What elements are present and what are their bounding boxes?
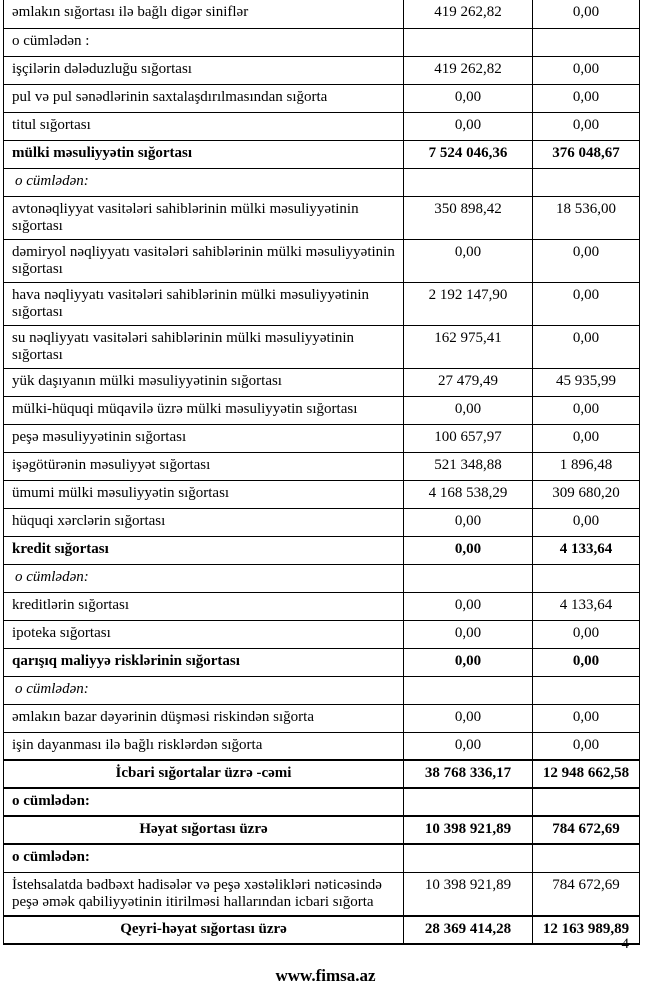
row-value-col1: 0,00	[404, 648, 533, 676]
table-row	[4, 816, 640, 844]
table-row	[4, 0, 640, 28]
row-label: peşə məsuliyyətinin sığortası	[4, 424, 404, 452]
row-value-col2: 45 935,99	[533, 368, 640, 396]
table-row	[4, 84, 640, 112]
table-row	[4, 239, 640, 282]
row-value-col1: 0,00	[404, 112, 533, 140]
row-value-col2: 0,00	[533, 508, 640, 536]
table-row	[4, 620, 640, 648]
row-value-col2: 12 163 989,89	[533, 916, 640, 944]
row-label: o cümlədən:	[4, 788, 404, 816]
row-label: işin dayanması ilə bağlı risklərdən sığorta	[4, 732, 404, 760]
table-row	[4, 140, 640, 168]
row-label: işçilərin dələduzluğu sığortası	[4, 56, 404, 84]
row-value-col2: 0,00	[533, 0, 640, 28]
row-value-col1: 0,00	[404, 508, 533, 536]
row-label: əmlakın bazar dəyərinin düşməsi riskindən sığorta	[4, 704, 404, 732]
row-value-col2: 12 948 662,58	[533, 760, 640, 788]
table-row	[4, 788, 640, 816]
row-value-col2: 376 048,67	[533, 140, 640, 168]
table-row	[4, 508, 640, 536]
row-value-col1: 4 168 538,29	[404, 480, 533, 508]
footer-site-url: www.fimsa.az	[275, 966, 376, 985]
row-value-col2: 0,00	[533, 396, 640, 424]
row-value-col1: 0,00	[404, 704, 533, 732]
row-value-col1: 0,00	[404, 592, 533, 620]
insurance-table-body	[4, 0, 640, 944]
row-value-col1	[404, 844, 533, 872]
row-value-col2: 0,00	[533, 325, 640, 368]
row-value-col2: 0,00	[533, 620, 640, 648]
row-label: Qeyri-həyat sığortası üzrə	[4, 916, 404, 944]
row-label: İcbari sığortalar üzrə -cəmi	[4, 760, 404, 788]
row-label: mülki məsuliyyətin sığortası	[4, 140, 404, 168]
row-value-col2: 0,00	[533, 56, 640, 84]
row-value-col2: 0,00	[533, 282, 640, 325]
row-label: o cümlədən:	[4, 168, 404, 196]
table-row	[4, 424, 640, 452]
row-value-col2: 0,00	[533, 424, 640, 452]
table-row	[4, 56, 640, 84]
table-row	[4, 872, 640, 916]
row-label: hava nəqliyyatı vasitələri sahiblərinin mülki məsuliyyətinin sığortası	[4, 282, 404, 325]
row-value-col1: 28 369 414,28	[404, 916, 533, 944]
row-value-col1: 419 262,82	[404, 0, 533, 28]
row-label: əmlakın sığortası ilə bağlı digər siniflər	[4, 0, 404, 28]
row-value-col1: 521 348,88	[404, 452, 533, 480]
row-value-col1: 27 479,49	[404, 368, 533, 396]
row-label: o cümlədən:	[4, 844, 404, 872]
table-row	[4, 648, 640, 676]
row-value-col2: 4 133,64	[533, 536, 640, 564]
row-value-col2: 784 672,69	[533, 816, 640, 844]
table-row	[4, 28, 640, 56]
row-value-col2: 18 536,00	[533, 196, 640, 239]
row-value-col1: 162 975,41	[404, 325, 533, 368]
row-value-col2: 0,00	[533, 648, 640, 676]
table-row	[4, 732, 640, 760]
row-value-col1: 0,00	[404, 239, 533, 282]
row-value-col2: 0,00	[533, 732, 640, 760]
row-value-col2	[533, 788, 640, 816]
row-value-col1: 0,00	[404, 396, 533, 424]
row-label: avtonəqliyyat vasitələri sahiblərinin mülki məsuliyyətinin sığortası	[4, 196, 404, 239]
row-value-col2	[533, 28, 640, 56]
row-value-col2: 0,00	[533, 239, 640, 282]
row-value-col2: 1 896,48	[533, 452, 640, 480]
row-value-col1: 7 524 046,36	[404, 140, 533, 168]
table-row	[4, 704, 640, 732]
row-value-col1: 0,00	[404, 620, 533, 648]
row-value-col1: 0,00	[404, 536, 533, 564]
table-row	[4, 676, 640, 704]
row-value-col2: 0,00	[533, 704, 640, 732]
row-label: pul və pul sənədlərinin saxtalaşdırılmasından sığorta	[4, 84, 404, 112]
row-label: o cümlədən:	[4, 564, 404, 592]
row-value-col1	[404, 676, 533, 704]
row-label: kreditlərin sığortası	[4, 592, 404, 620]
row-value-col1: 100 657,97	[404, 424, 533, 452]
table-row	[4, 452, 640, 480]
row-label: ipoteka sığortası	[4, 620, 404, 648]
row-label: su nəqliyyatı vasitələri sahiblərinin mülki məsuliyyətinin sığortası	[4, 325, 404, 368]
table-row	[4, 760, 640, 788]
table-row	[4, 564, 640, 592]
row-label: ümumi mülki məsuliyyətin sığortası	[4, 480, 404, 508]
table-row	[4, 916, 640, 944]
row-value-col2: 0,00	[533, 84, 640, 112]
row-value-col1: 2 192 147,90	[404, 282, 533, 325]
row-label: İstehsalatda bədbəxt hadisələr və peşə xəstəlikləri nəticəsində peşə əmək qabiliyyətinin itirilməsi hallarından icbari sığorta	[4, 872, 404, 916]
table-row	[4, 396, 640, 424]
row-label: hüquqi xərclərin sığortası	[4, 508, 404, 536]
row-label: yük daşıyanın mülki məsuliyyətinin sığortası	[4, 368, 404, 396]
row-value-col1: 0,00	[404, 84, 533, 112]
row-value-col2: 0,00	[533, 112, 640, 140]
row-label: dəmiryol nəqliyyatı vasitələri sahiblərinin mülki məsuliyyətinin sığortası	[4, 239, 404, 282]
row-label: o cümlədən:	[4, 676, 404, 704]
row-value-col1: 350 898,42	[404, 196, 533, 239]
row-value-col1	[404, 28, 533, 56]
row-value-col2: 4 133,64	[533, 592, 640, 620]
insurance-classes-table	[3, 0, 640, 945]
table-row	[4, 592, 640, 620]
row-value-col2	[533, 168, 640, 196]
row-label: qarışıq maliyyə risklərinin sığortası	[4, 648, 404, 676]
row-value-col2: 309 680,20	[533, 480, 640, 508]
table-row	[4, 325, 640, 368]
row-value-col2	[533, 564, 640, 592]
table-row	[4, 112, 640, 140]
row-value-col1: 10 398 921,89	[404, 816, 533, 844]
page-number: 4	[621, 936, 629, 952]
row-label: o cümlədən :	[4, 28, 404, 56]
row-value-col1	[404, 788, 533, 816]
table-row	[4, 536, 640, 564]
row-value-col1: 10 398 921,89	[404, 872, 533, 916]
table-row	[4, 282, 640, 325]
table-row	[4, 168, 640, 196]
row-value-col1: 0,00	[404, 732, 533, 760]
row-value-col2	[533, 676, 640, 704]
row-value-col1: 38 768 336,17	[404, 760, 533, 788]
row-label: Həyat sığortası üzrə	[4, 816, 404, 844]
row-label: kredit sığortası	[4, 536, 404, 564]
table-row	[4, 368, 640, 396]
table-row	[4, 196, 640, 239]
table-row	[4, 844, 640, 872]
row-label: mülki-hüquqi müqavilə üzrə mülki məsuliyyətin sığortası	[4, 396, 404, 424]
row-value-col2	[533, 844, 640, 872]
row-value-col2: 784 672,69	[533, 872, 640, 916]
row-label: işəgötürənin məsuliyyət sığortası	[4, 452, 404, 480]
row-label: titul sığortası	[4, 112, 404, 140]
row-value-col1	[404, 168, 533, 196]
row-value-col1	[404, 564, 533, 592]
table-row	[4, 480, 640, 508]
row-value-col1: 419 262,82	[404, 56, 533, 84]
